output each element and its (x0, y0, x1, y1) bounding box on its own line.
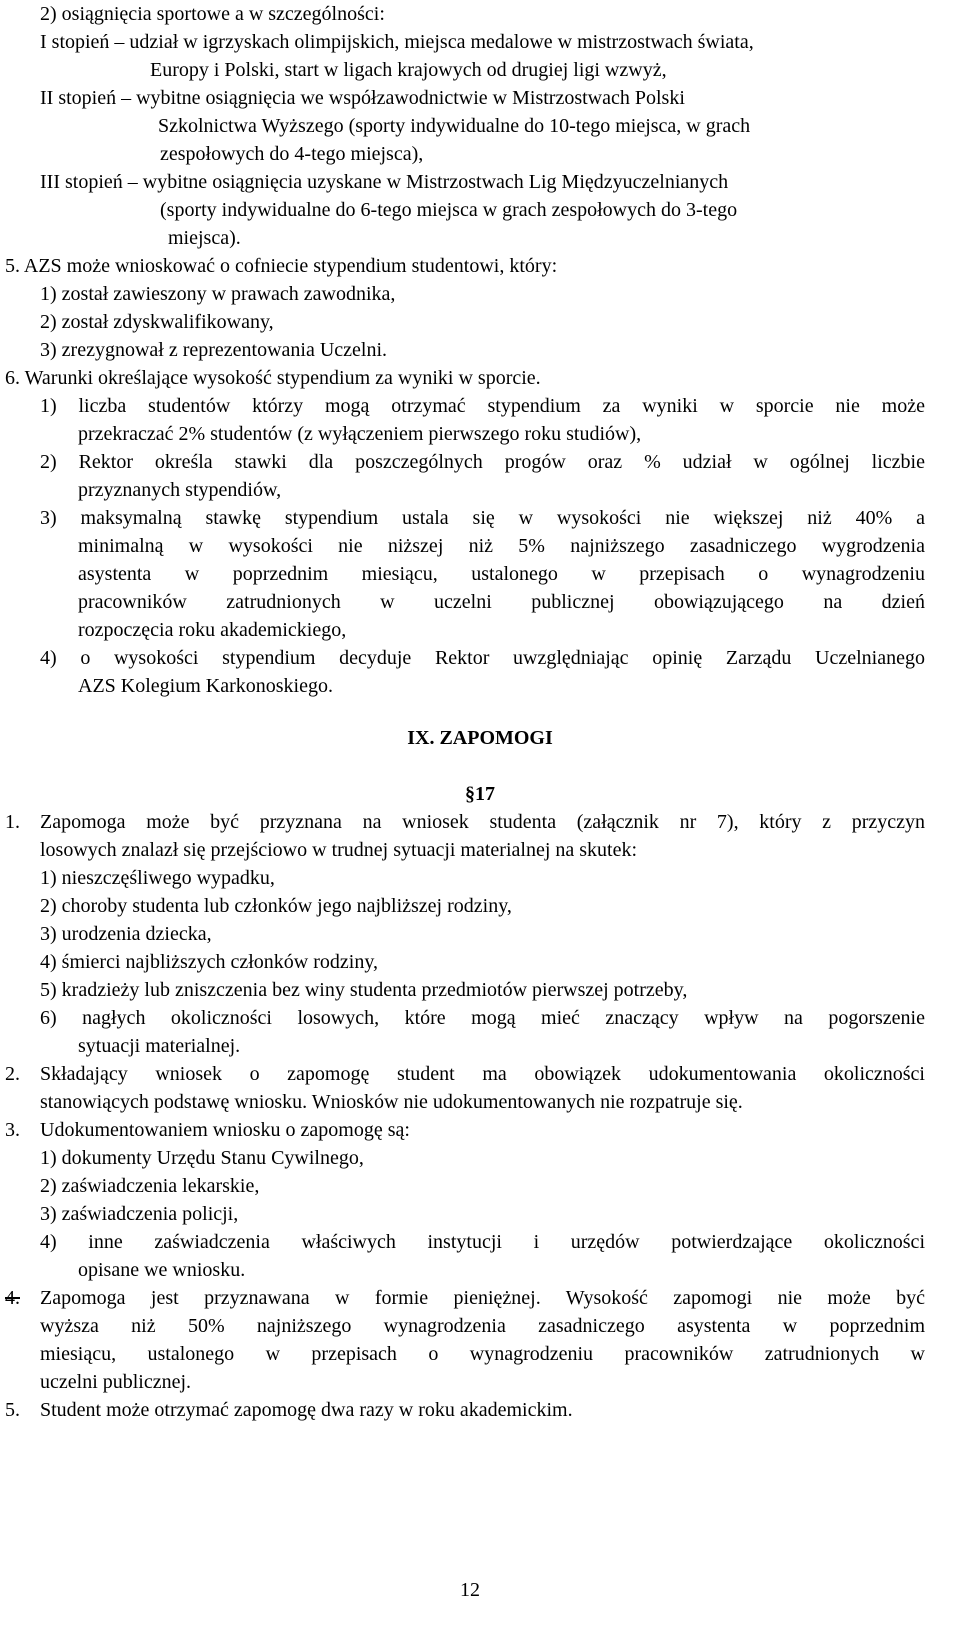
list-item: 4) o wysokości stypendium decyduje Rektor uwzględniając opinię Zarządu Uczelnianego (40, 647, 925, 669)
list-item: 2) zaświadczenia lekarskie, (40, 1175, 260, 1197)
list-item: 3) zaświadczenia policji, (40, 1203, 239, 1225)
list-item: 1) nieszczęśliwego wypadku, (40, 867, 275, 889)
text-line: Składający wniosek o zapomogę student ma obowiązek udokumentowania okoliczności (40, 1063, 925, 1085)
point-number: 1. (5, 811, 20, 833)
list-item: 3) urodzenia dziecka, (40, 923, 212, 945)
section-heading: IX. ZAPOMOGI (407, 727, 553, 749)
list-item: 4) śmierci najbliższych członków rodziny, (40, 951, 379, 973)
text-line: asystenta w poprzednim miesiącu, ustalonego w przepisach o wynagrodzeniu (78, 563, 925, 585)
list-item: 3) maksymalną stawkę stypendium ustala się w wysokości nie większej niż 40% a (40, 507, 925, 529)
text-line: Europy i Polski, start w ligach krajowych od drugiej ligi wzwyż, (150, 59, 667, 81)
text-line: losowych znalazł się przejściowo w trudnej sytuacji materialnej na skutek: (40, 839, 638, 861)
text-line: I stopień – udział w igrzyskach olimpijskich, miejsca medalowe w mistrzostwach świata, (40, 31, 754, 53)
text-line: opisane we wniosku. (78, 1259, 246, 1281)
list-item: 1) liczba studentów którzy mogą otrzymać stypendium za wyniki w sporcie nie może (40, 395, 925, 417)
list-item: 4) inne zaświadczenia właściwych instytucji i urzędów potwierdzające okoliczności (40, 1231, 925, 1253)
list-item: 6. Warunki określające wysokość stypendium za wyniki w sporcie. (5, 367, 541, 389)
text-line: Szkolnictwa Wyższego (sporty indywidualne do 10-tego miejsca, w grach (158, 115, 751, 137)
point-number: 4. (5, 1287, 20, 1309)
text-line: Udokumentowaniem wniosku o zapomogę są: (40, 1119, 410, 1141)
text-line: III stopień – wybitne osiągnięcia uzyskane w Mistrzostwach Lig Międzyuczelnianych (40, 171, 729, 193)
list-item: 3) zrezygnował z reprezentowania Uczelni. (40, 339, 388, 361)
text-line: wyższa niż 50% najniższego wynagrodzenia zasadniczego asystenta w poprzednim (40, 1315, 925, 1337)
text-line: Zapomoga może być przyznana na wniosek studenta (załącznik nr 7), który z przyczyn (40, 811, 925, 833)
text-line: uczelni publicznej. (40, 1371, 192, 1393)
text-line: miejsca). (168, 227, 241, 249)
text-line: Zapomoga jest przyznawana w formie pieniężnej. Wysokość zapomogi nie może być (40, 1287, 925, 1309)
text-line: miesiącu, ustalonego w przepisach o wynagrodzeniu pracowników zatrudnionych w (40, 1343, 925, 1365)
text-line: stanowiących podstawę wniosku. Wniosków nie udokumentowanych nie rozpatruje się. (40, 1091, 743, 1113)
list-item: 5. AZS może wnioskować o cofniecie stypendium studentowi, który: (5, 255, 558, 277)
list-item: 5) kradzieży lub zniszczenia bez winy studenta przedmiotów pierwszej potrzeby, (40, 979, 688, 1001)
list-item: 1) został zawieszony w prawach zawodnika, (40, 283, 396, 305)
text-line: pracowników zatrudnionych w uczelni publicznej obowiązującego na dzień (78, 591, 925, 613)
page-number: 12 (460, 1579, 480, 1601)
point-number: 2. (5, 1063, 20, 1085)
list-item: 2) Rektor określa stawki dla poszczególnych progów oraz % udział w ogólnej liczbie (40, 451, 925, 473)
list-item: 2) został zdyskwalifikowany, (40, 311, 274, 333)
text-line: przekraczać 2% studentów (z wyłączeniem pierwszego roku studiów), (78, 423, 642, 445)
list-item: 2) osiągnięcia sportowe a w szczególności: (40, 3, 385, 25)
text-line: przyznanych stypendiów, (78, 479, 282, 501)
text-line: zespołowych do 4-tego miejsca), (160, 143, 424, 165)
text-line: sytuacji materialnej. (78, 1035, 241, 1057)
point-number: 5. (5, 1399, 20, 1421)
text-line: rozpoczęcia roku akademickiego, (78, 619, 347, 641)
text-line: Student może otrzymać zapomogę dwa razy w roku akademickim. (40, 1399, 573, 1421)
text-line: (sporty indywidualne do 6-tego miejsca w grach zespołowych do 3-tego (160, 199, 738, 221)
text-line: AZS Kolegium Karkonoskiego. (78, 675, 333, 697)
text-line: II stopień – wybitne osiągnięcia we współzawodnictwie w Mistrzostwach Polski (40, 87, 685, 109)
list-item: 2) choroby studenta lub członków jego najbliższej rodziny, (40, 895, 512, 917)
list-item: 6) nagłych okoliczności losowych, które mogą mieć znaczący wpływ na pogorszenie (40, 1007, 925, 1029)
list-item: 1) dokumenty Urzędu Stanu Cywilnego, (40, 1147, 364, 1169)
paragraph-mark: §17 (465, 783, 495, 805)
text-line: minimalną w wysokości nie niższej niż 5% najniższego zasadniczego wygrodzenia (78, 535, 925, 557)
point-number: 3. (5, 1119, 20, 1141)
